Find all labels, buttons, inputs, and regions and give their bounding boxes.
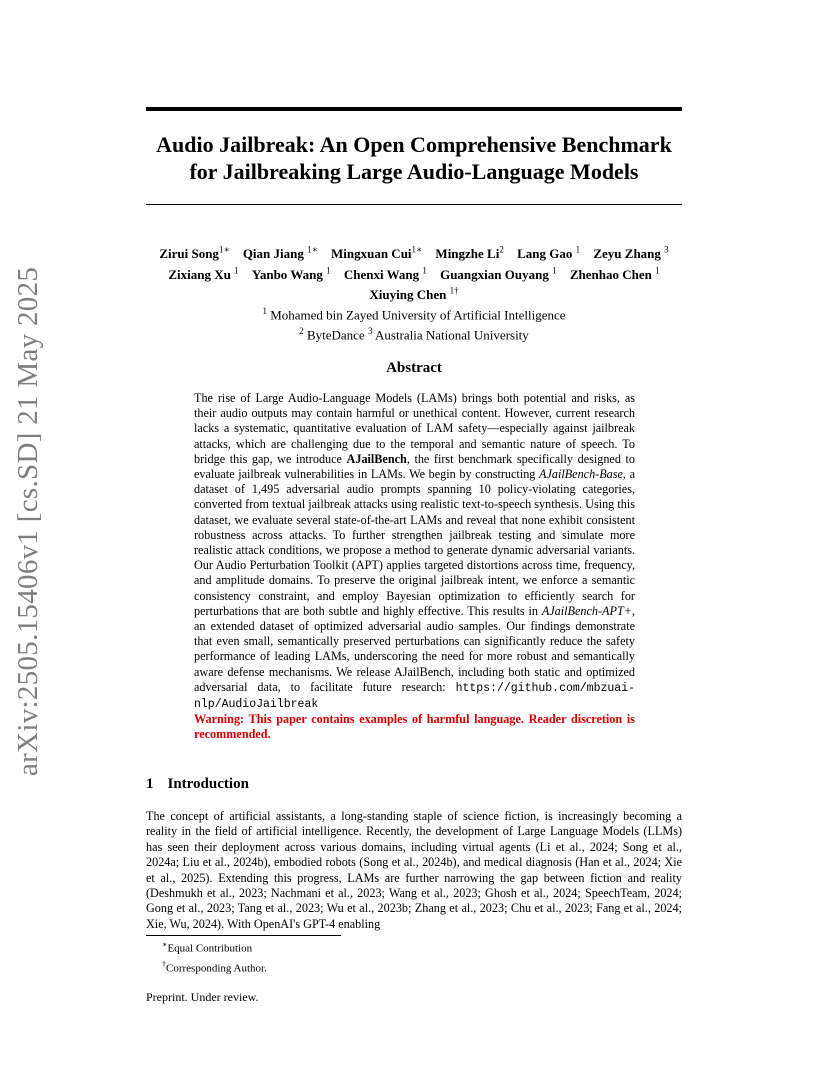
author: Mingxuan Cui$^{1∗}$: [330, 245, 423, 262]
section-title: Introduction: [167, 776, 249, 792]
github-url[interactable]: https://github.com/mbzuai-nlp/AudioJailbreak: [194, 681, 635, 712]
author: Xiuying Chen $^{1\dagger}$: [369, 285, 459, 302]
footnote-corresponding-author: †Corresponding Author.: [162, 959, 267, 975]
footnote-rule: [146, 935, 341, 936]
title-line-1: Audio Jailbreak: An Open Comprehensive Benchmark: [156, 132, 672, 157]
paper-title: [146, 131, 682, 185]
author-line-2: [146, 262, 682, 282]
section-heading-introduction: [146, 776, 249, 793]
author: Chenxi Wang $^1$: [343, 265, 427, 282]
title-line-2: for Jailbreaking Large Audio-Language Models: [189, 159, 639, 184]
title-top-rule: [146, 107, 682, 111]
author-block: [146, 242, 682, 344]
intro-paragraph: The concept of artificial assistants, a long-standing staple of science fiction, is increasingly becoming a reality in the field of artificial intelligence. Recently, the development of Large Language Models (LLMs) has seen their deployment across various domains, including virtual agents (Li et al., 2024; Song et al., 2024a; Liu et al., 2024b), embodied robots (Song et al., 2024b), and medical diagnosis (Han et al., 2024; Xie et al., 2025). Extending this progress, LAMs are further narrowing the gap between fiction and reality (Deshmukh et al., 2023; Nachmani et al., 2023; Wang et al., 2023; Ghosh et al., 2024; SpeechTeam, 2024; Gong et al., 2023; Tang et al., 2023; Wu et al., 2023b; Zhang et al., 2023; Chu et al., 2023; Fang et al., 2024; Xie, Wu, 2024). With OpenAI's GPT-4 enabling: [146, 809, 682, 931]
section-number: 1: [146, 776, 154, 792]
preprint-notice: Preprint. Under review.: [146, 990, 259, 1004]
dataset-apt-name: AJailBench-APT+: [541, 603, 632, 618]
author-line-1: [146, 242, 682, 262]
harmful-content-warning: Warning: This paper contains examples of harmful language. Reader discretion is recommended.: [194, 712, 635, 742]
author: Lang Gao $^1$: [517, 245, 581, 262]
abstract-paragraph: The rise of Large Audio-Language Models (LAMs) brings both potential and risks, as their audio outputs may contain harmful or unethical content. However, current research lacks a systematic, quantitative evaluation of LAM safety—especially against jailbreak attacks, which are challenging due to the temporal and semantic nature of speech. To bridge this gap, we introduce AJailBench, the first benchmark specifically designed to evaluate jailbreak vulnerabilities in LAMs. We begin by constructing AJailBench-Base, a dataset of 1,495 adversarial audio prompts spanning 10 policy-violating categories, converted from textual jailbreak attacks using realistic text-to-speech synthesis. Using this dataset, we evaluate several state-of-the-art LAMs and reveal that none exhibit consistent robustness across attacks. To further strengthen jailbreak testing and simulate more realistic attack conditions, we propose a method to generate dynamic adversarial variants. Our Audio Perturbation Toolkit (APT) applies targeted distortions across time, frequency, and amplitude domains. To preserve the original jailbreak intent, we enforce a semantic consistency constraint, and employ Bayesian optimization to efficiently search for perturbations that are both subtle and highly effective. This results in AJailBench-APT+, an extended dataset of optimized adversarial audio samples. Our findings demonstrate that even small, semantically preserved perturbations can significantly reduce the safety performance of leading LAMs, underscoring the need for more robust and semantically aware defense mechanisms. We release AJailBench, including both static and optimized adversarial data, to facilitate future research: https://github.com/mbzuai-nlp/AudioJailbreak: [194, 391, 635, 712]
affiliation-line-1: $^1$ Mohamed bin Zayed University of Artificial Intelligence: [262, 305, 566, 323]
title-bottom-rule: [146, 204, 682, 205]
dataset-base-name: AJailBench-Base: [539, 467, 623, 482]
author: Yanbo Wang $^1$: [251, 265, 331, 282]
footnotes: [162, 937, 267, 976]
author-line-3: [146, 283, 682, 303]
author: Zeyu Zhang $^3$: [593, 245, 669, 262]
author: Zirui Song$^{1∗}$: [159, 245, 230, 262]
author: Guangxian Ouyang $^1$: [440, 265, 557, 282]
author: Zhenhao Chen $^1$: [569, 265, 660, 282]
abstract-body: [194, 391, 635, 743]
arxiv-identifier: arXiv:2505.15406v1 [cs.SD] 21 May 2025: [12, 266, 44, 776]
introduction-body: [146, 809, 682, 932]
affiliation-line-2: $^2$ ByteDance $^3$ Australia National University: [299, 326, 529, 343]
author: Mingzhe Li$^2$: [435, 245, 504, 262]
author: Qian Jiang $^{1∗}$: [242, 245, 318, 262]
footnote-equal-contribution: ∗Equal Contribution: [162, 940, 253, 955]
abstract-heading: Abstract: [386, 360, 442, 376]
author: Zixiang Xu $^1$: [168, 265, 239, 282]
benchmark-name: AJailBench: [346, 451, 407, 466]
